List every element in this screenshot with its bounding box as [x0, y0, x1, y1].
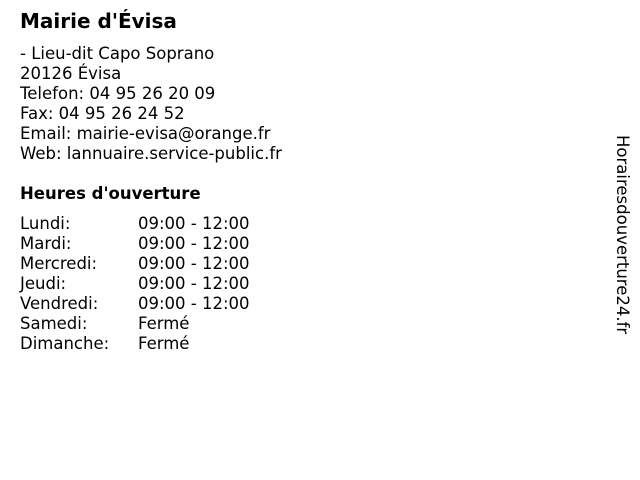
phone-number: 04 95 26 20 09 — [89, 84, 216, 103]
day-hours: 09:00 - 12:00 — [138, 234, 250, 253]
email-value: mairie-evisa@orange.fr — [76, 124, 271, 143]
fax-number: 04 95 26 24 52 — [58, 104, 185, 123]
web-line — [20, 144, 282, 164]
day-label: Samedi: — [20, 314, 88, 333]
web-value: lannuaire.service-public.fr — [66, 144, 282, 163]
email-line — [20, 124, 282, 144]
day-label: Lundi: — [20, 214, 71, 233]
day-hours: Fermé — [138, 334, 190, 353]
opening-hours-heading: Heures d'ouverture — [20, 184, 201, 203]
fax-label: Fax: — [20, 104, 54, 123]
day-hours: 09:00 - 12:00 — [138, 294, 250, 313]
phone-line — [20, 84, 282, 104]
phone-label: Telefon: — [20, 84, 85, 103]
brand-sidebar — [612, 135, 632, 375]
day-hours: 09:00 - 12:00 — [138, 214, 250, 233]
day-hours: 09:00 - 12:00 — [138, 274, 250, 293]
day-hours: 09:00 - 12:00 — [138, 254, 250, 273]
day-label: Dimanche: — [20, 334, 110, 353]
day-label: Mercredi: — [20, 254, 98, 273]
day-hours: Fermé — [138, 314, 190, 333]
web-label: Web: — [20, 144, 62, 163]
day-label: Mardi: — [20, 234, 72, 253]
city-address: 20126 Évisa — [20, 64, 122, 83]
day-label: Jeudi: — [20, 274, 67, 293]
fax-line — [20, 104, 282, 124]
email-label: Email: — [20, 124, 72, 143]
brand-watermark: Horairesdouverture24.fr — [613, 135, 632, 335]
street-address: - Lieu-dit Capo Soprano — [20, 44, 215, 63]
page-title: Mairie d'Évisa — [20, 9, 177, 33]
address-block — [20, 44, 282, 164]
day-label: Vendredi: — [20, 294, 99, 313]
